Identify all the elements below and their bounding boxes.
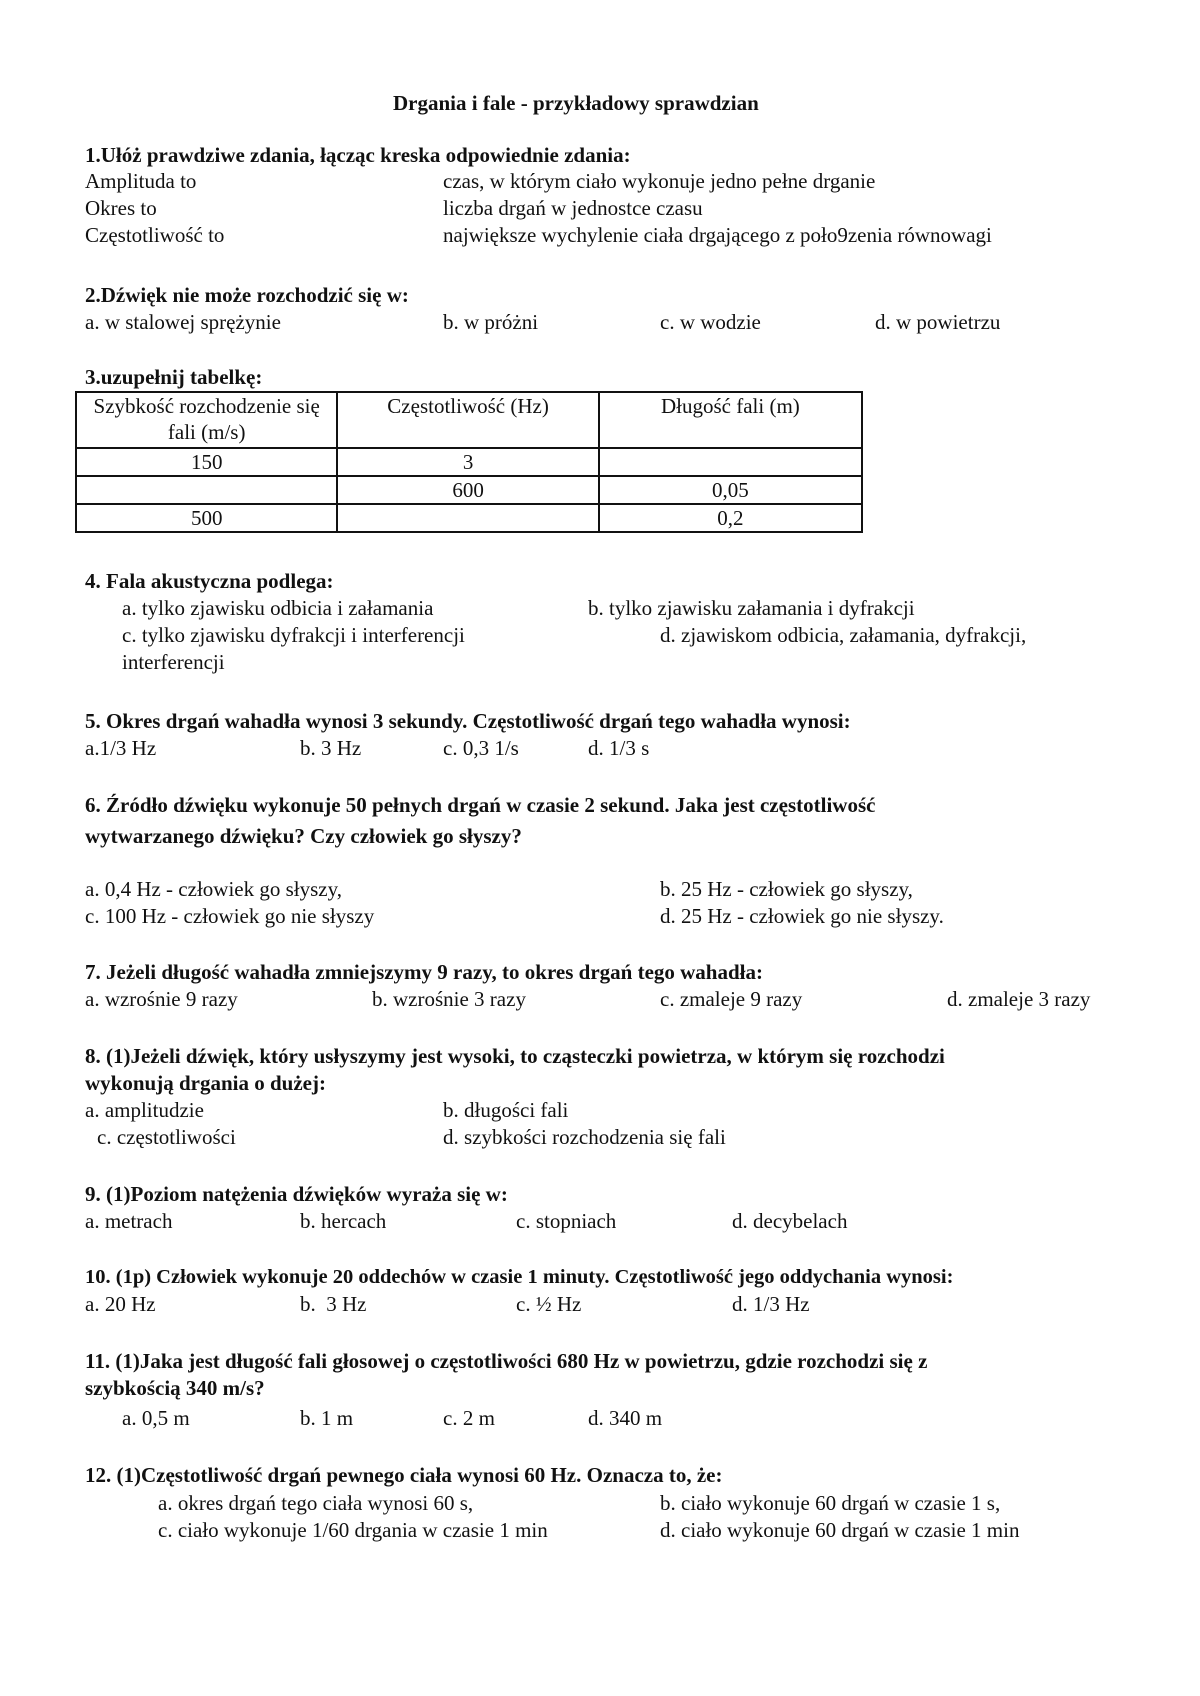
- q5-option-d: d. 1/3 s: [588, 736, 650, 760]
- table-cell: 600: [337, 476, 598, 504]
- table-row: [76, 448, 862, 476]
- q10-option-d: d. 1/3 Hz: [732, 1292, 810, 1316]
- q12-option-c: c. ciało wykonuje 1/60 drgania w czasie 1 min: [158, 1518, 548, 1542]
- table-cell: 150: [76, 448, 337, 476]
- q7-option-b: b. wzrośnie 3 razy: [372, 987, 526, 1011]
- table-cell: 0,05: [599, 476, 862, 504]
- table-header-row: [76, 392, 862, 448]
- q6-option-a: a. 0,4 Hz - człowiek go słyszy,: [85, 877, 342, 901]
- q11-option-b: b. 1 m: [300, 1406, 354, 1430]
- q11-question-line-1: 11. (1)Jaka jest długość fali głosowej o częstotliwości 680 Hz w powietrzu, gdzie rozchodzi się z: [85, 1349, 928, 1373]
- table-cell: [337, 504, 598, 532]
- q10-option-c: c. ½ Hz: [516, 1292, 582, 1316]
- q9-option-c: c. stopniach: [516, 1209, 617, 1233]
- table-cell: 3: [337, 448, 598, 476]
- table-header-cell: Częstotliwość (Hz): [337, 392, 598, 448]
- q6-question-line-2: wytwarzanego dźwięku? Czy człowiek go słyszy?: [85, 824, 522, 848]
- q11-question-line-2: szybkością 340 m/s?: [85, 1376, 265, 1400]
- q10-question: 10. (1p) Człowiek wykonuje 20 oddechów w czasie 1 minuty. Częstotliwość jego oddychania wynosi:: [85, 1266, 954, 1288]
- table-header-cell: Szybkość rozchodzenie się fali (m/s): [76, 392, 337, 448]
- q2-option-d: d. w powietrzu: [875, 310, 1001, 334]
- q8-question-line-1: 8. (1)Jeżeli dźwięk, który usłyszymy jest wysoki, to cząsteczki powietrza, w którym się rozchodzi: [85, 1044, 945, 1068]
- q9-option-d: d. decybelach: [732, 1209, 848, 1233]
- q2-option-a: a. w stalowej sprężynie: [85, 310, 281, 334]
- q11-option-c: c. 2 m: [443, 1406, 495, 1430]
- q8-option-c: c. częstotliwości: [97, 1125, 236, 1149]
- table-cell: 0,2: [599, 504, 862, 532]
- q7-option-c: c. zmaleje 9 razy: [660, 987, 803, 1011]
- q5-option-c: c. 0,3 1/s: [443, 736, 519, 760]
- q6-option-c: c. 100 Hz - człowiek go nie słyszy: [85, 904, 375, 928]
- table-row: [76, 504, 862, 532]
- q1-left-1: Amplituda to: [85, 169, 197, 193]
- q11-option-a: a. 0,5 m: [122, 1406, 190, 1430]
- q6-option-d: d. 25 Hz - człowiek go nie słyszy.: [660, 904, 944, 928]
- table-cell: [599, 448, 862, 476]
- q4-option-a: a. tylko zjawisku odbicia i załamania: [122, 596, 434, 620]
- q2-question: 2.Dźwięk nie może rozchodzić się w:: [85, 283, 409, 307]
- q4-option-d: d. zjawiskom odbicia, załamania, dyfrakcji,: [660, 623, 1027, 647]
- q7-option-d: d. zmaleje 3 razy: [947, 987, 1091, 1011]
- q3-question: 3.uzupełnij tabelkę:: [85, 365, 263, 389]
- q3-table: [75, 391, 863, 533]
- page-title: Drgania i fale - przykładowy sprawdzian: [393, 91, 759, 115]
- q9-question: 9. (1)Poziom natężenia dźwięków wyraża się w:: [85, 1182, 508, 1206]
- table-cell: [76, 476, 337, 504]
- q1-question: 1.Ułóż prawdziwe zdania, łącząc kreska odpowiednie zdania:: [85, 143, 631, 167]
- q4-option-d-continuation: interferencji: [122, 650, 225, 674]
- q9-option-b: b. hercach: [300, 1209, 387, 1233]
- q4-option-b: b. tylko zjawisku załamania i dyfrakcji: [588, 596, 915, 620]
- table-row: [76, 476, 862, 504]
- q1-right-3: największe wychylenie ciała drgającego z poło9zenia równowagi: [443, 223, 992, 247]
- table-header-cell: Długość fali (m): [599, 392, 862, 448]
- q10-option-a: a. 20 Hz: [85, 1292, 156, 1316]
- q8-question-line-2: wykonują drgania o dużej:: [85, 1071, 326, 1095]
- q1-right-1: czas, w którym ciało wykonuje jedno pełne drganie: [443, 169, 876, 193]
- q1-left-3: Częstotliwość to: [85, 223, 225, 247]
- q5-option-a: a.1/3 Hz: [85, 736, 157, 760]
- q8-option-d: d. szybkości rozchodzenia się fali: [443, 1125, 726, 1149]
- q8-option-a: a. amplitudzie: [85, 1098, 204, 1122]
- q4-question-text: Fala akustyczna podlega:: [100, 569, 334, 593]
- q6-question-line-1: 6. Źródło dźwięku wykonuje 50 pełnych drgań w czasie 2 sekund. Jaka jest częstotliwość: [85, 793, 876, 817]
- q11-option-d: d. 340 m: [588, 1406, 663, 1430]
- q4-question: [85, 568, 334, 594]
- q8-option-b: b. długości fali: [443, 1098, 569, 1122]
- q12-option-a: a. okres drgań tego ciała wynosi 60 s,: [158, 1491, 474, 1515]
- q4-number: 4.: [85, 569, 101, 593]
- q5-question: 5. Okres drgań wahadła wynosi 3 sekundy. Częstotliwość drgań tego wahadła wynosi:: [85, 709, 851, 733]
- table-cell: 500: [76, 504, 337, 532]
- q2-option-b: b. w próżni: [443, 310, 539, 334]
- q1-left-2: Okres to: [85, 196, 157, 220]
- q1-right-2: liczba drgań w jednostce czasu: [443, 196, 703, 220]
- q10-option-b: b. 3 Hz: [300, 1292, 367, 1316]
- q12-option-b: b. ciało wykonuje 60 drgań w czasie 1 s,: [660, 1491, 1001, 1515]
- q4-option-c: c. tylko zjawisku dyfrakcji i interferencji: [122, 623, 465, 647]
- q7-option-a: a. wzrośnie 9 razy: [85, 987, 238, 1011]
- q6-option-b: b. 25 Hz - człowiek go słyszy,: [660, 877, 913, 901]
- q7-question: 7. Jeżeli długość wahadła zmniejszymy 9 razy, to okres drgań tego wahadła:: [85, 960, 763, 984]
- q12-question: 12. (1)Częstotliwość drgań pewnego ciała wynosi 60 Hz. Oznacza to, że:: [85, 1463, 723, 1487]
- q9-option-a: a. metrach: [85, 1209, 173, 1233]
- q12-option-d: d. ciało wykonuje 60 drgań w czasie 1 min: [660, 1518, 1020, 1542]
- q2-option-c: c. w wodzie: [660, 310, 761, 334]
- q5-option-b: b. 3 Hz: [300, 736, 362, 760]
